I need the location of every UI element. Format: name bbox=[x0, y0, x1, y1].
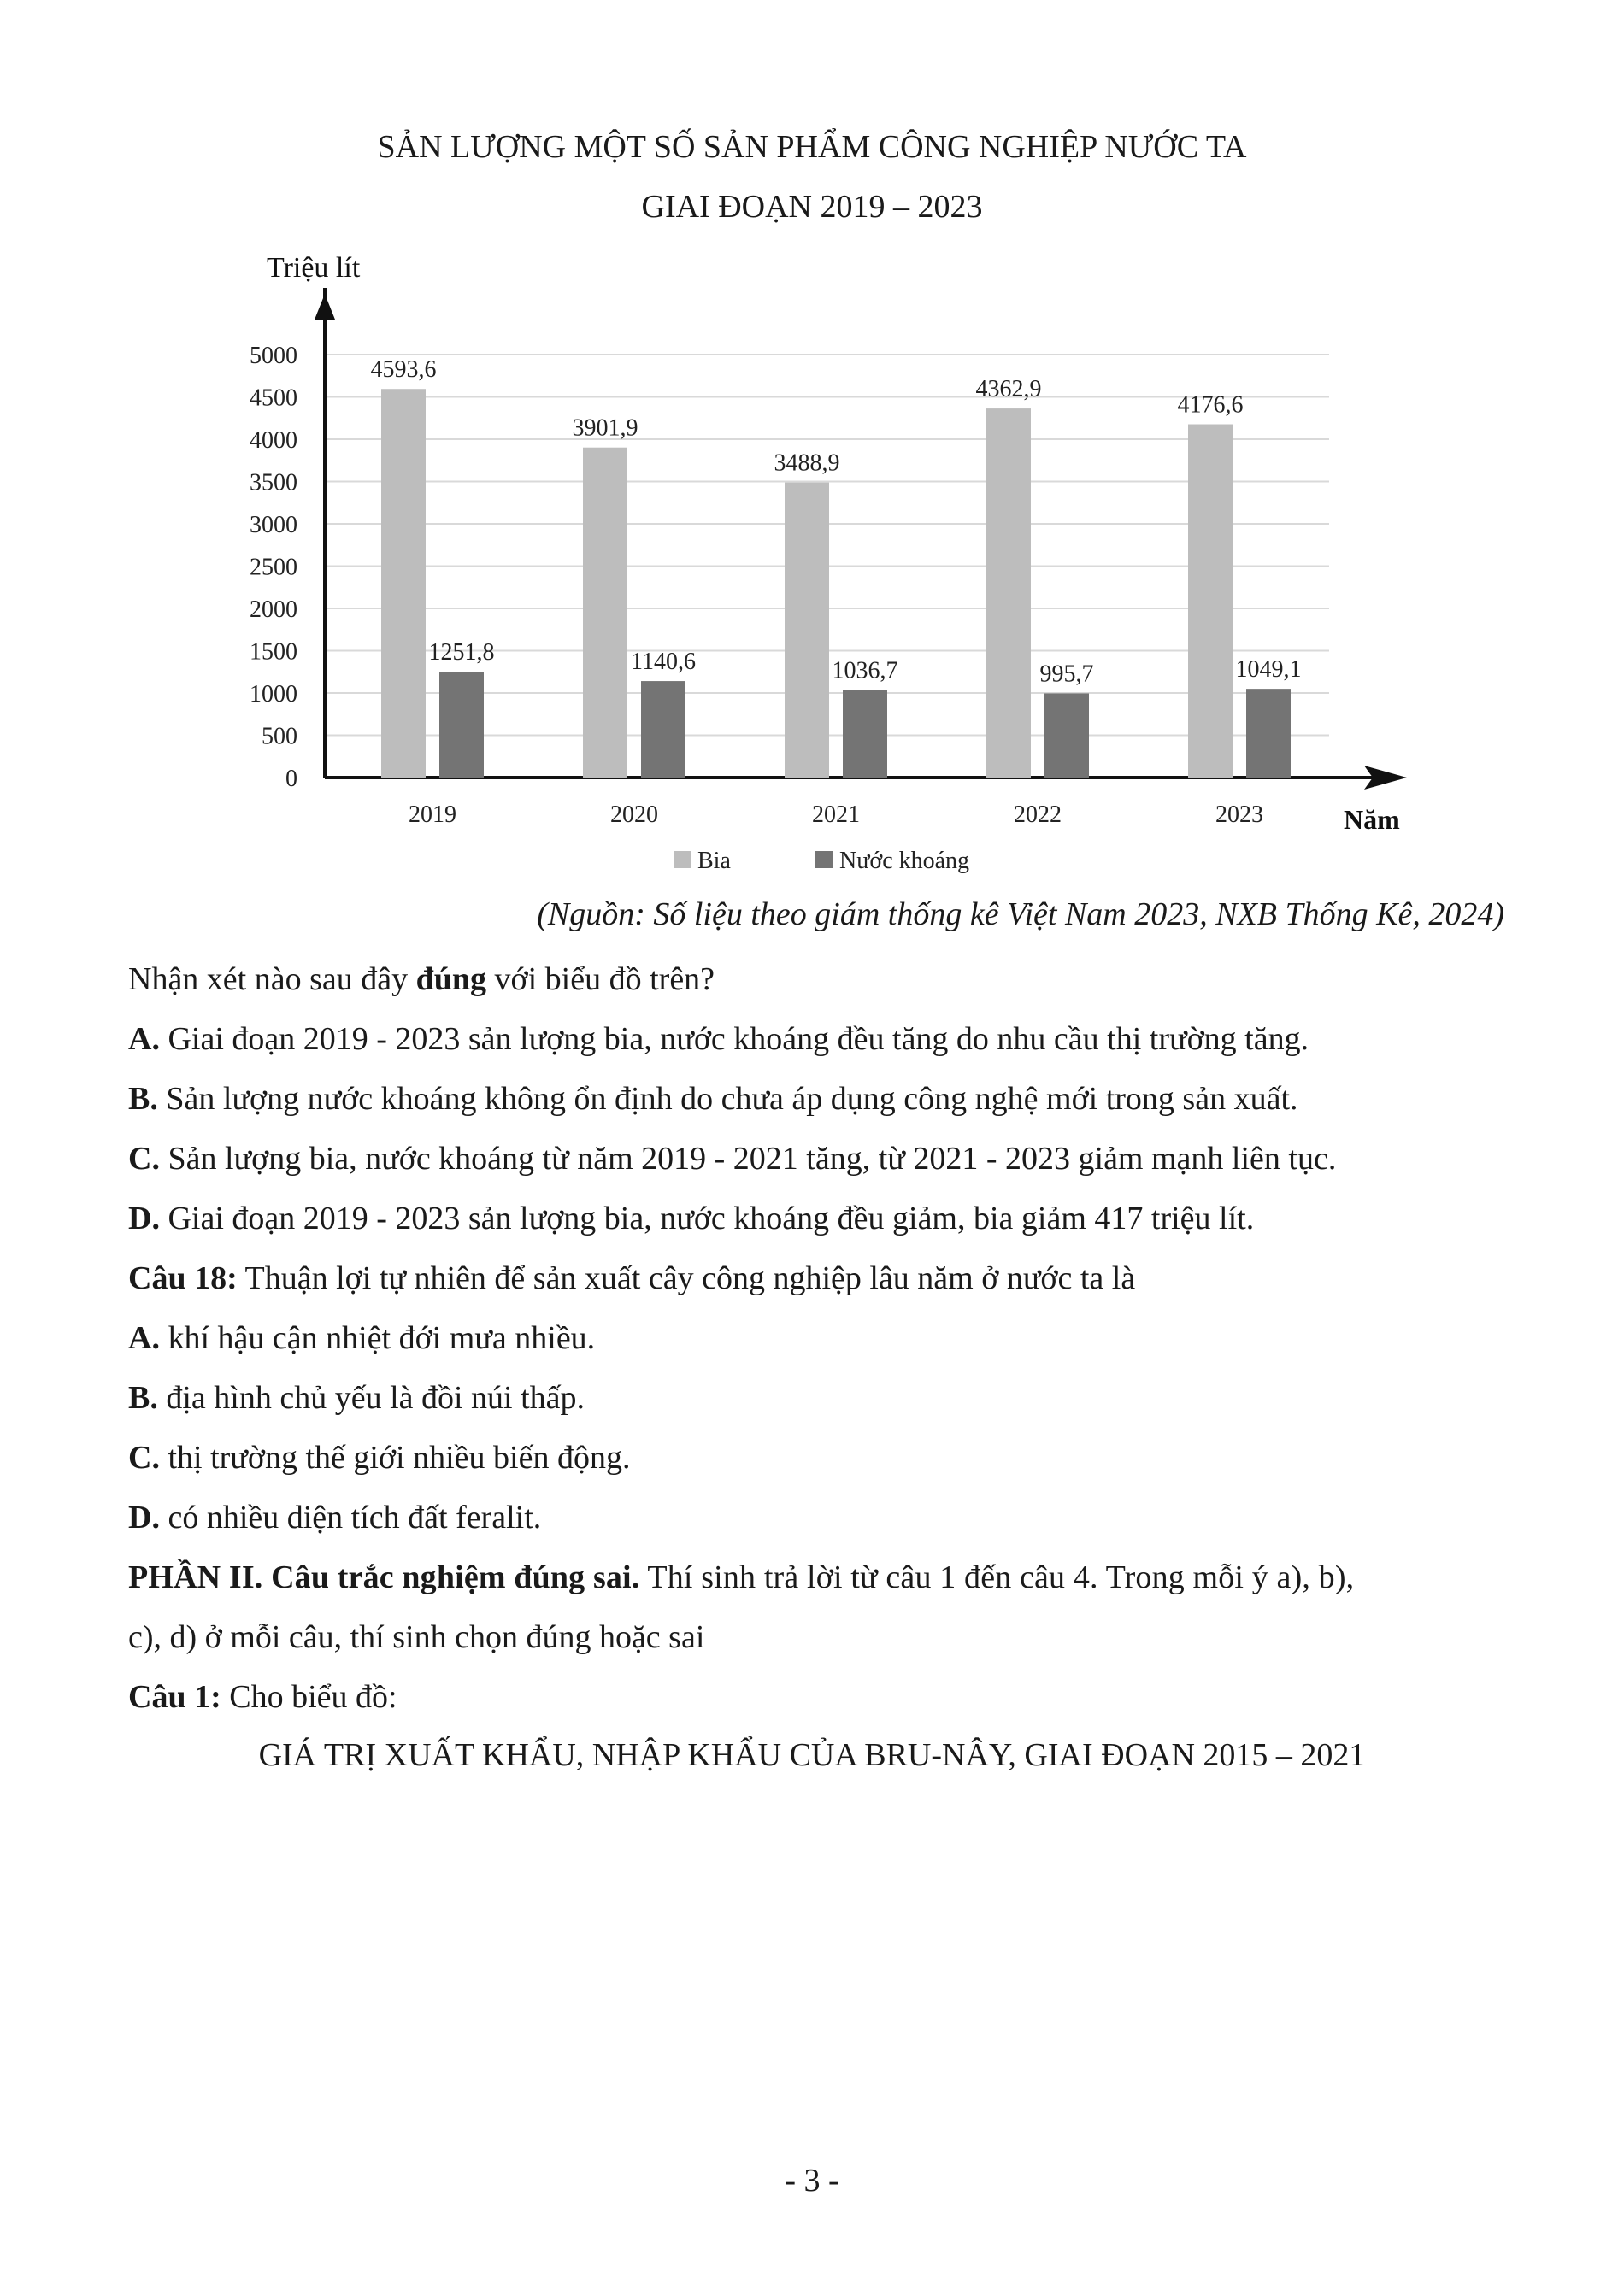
bar-bia bbox=[986, 408, 1031, 778]
option-key: C. bbox=[128, 1141, 160, 1177]
legend-label: Nước khoáng bbox=[839, 848, 970, 874]
bar-nuoc-khoang bbox=[439, 672, 484, 778]
bar-nuoc-khoang bbox=[1044, 693, 1089, 778]
data-label: 3901,9 bbox=[572, 414, 638, 442]
x-axis-label: Năm bbox=[1344, 804, 1400, 835]
x-tick-label: 2023 bbox=[1215, 802, 1263, 828]
legend-label: Bia bbox=[697, 848, 731, 874]
option-text: Sản lượng bia, nước khoáng từ năm 2019 - 2021 tăng, từ 2021 - 2023 giảm mạnh liên tục. bbox=[159, 1141, 1337, 1177]
question-intro bbox=[128, 959, 1513, 1000]
data-label: 1049,1 bbox=[1235, 656, 1302, 684]
x-tick-label: 2021 bbox=[812, 802, 860, 828]
q18-option-b bbox=[128, 1377, 1513, 1418]
bar-bia bbox=[583, 448, 627, 778]
y-tick-label: 4500 bbox=[250, 385, 297, 412]
bar-nuoc-khoang bbox=[843, 690, 887, 778]
data-label: 1140,6 bbox=[631, 649, 696, 676]
data-label: 3488,9 bbox=[774, 449, 840, 477]
q18-option-d bbox=[128, 1497, 1513, 1538]
question-intro-after: với biểu đồ trên? bbox=[486, 961, 715, 997]
source-note: (Nguồn: Số liệu theo giám thống kê Việt Nam 2023, NXB Thống Kê, 2024) bbox=[537, 896, 1504, 932]
option-text: có nhiều diện tích đất feralit. bbox=[159, 1500, 542, 1536]
option-key: B. bbox=[128, 1380, 158, 1416]
y-axis-label: Triệu lít bbox=[267, 252, 361, 284]
data-label: 4176,6 bbox=[1177, 391, 1244, 419]
option-key: A. bbox=[128, 1021, 160, 1057]
x-tick-label: 2019 bbox=[409, 802, 456, 828]
y-tick-label: 3000 bbox=[250, 512, 297, 538]
option-b bbox=[128, 1078, 1513, 1119]
question-1 bbox=[128, 1676, 1513, 1718]
question-intro-bold: đúng bbox=[415, 961, 487, 997]
option-text: Giai đoạn 2019 - 2023 sản lượng bia, nước khoáng đều tăng do nhu cầu thị trường tăng. bbox=[159, 1021, 1309, 1057]
y-axis-arrow bbox=[315, 294, 335, 320]
y-tick-label: 1500 bbox=[250, 638, 297, 666]
data-label: 4593,6 bbox=[370, 356, 437, 384]
x-tick-label: 2022 bbox=[1014, 802, 1062, 828]
y-tick-label: 4000 bbox=[250, 427, 297, 454]
chart-title-line1: SẢN LƯỢNG MỘT SỐ SẢN PHẨM CÔNG NGHIỆP NƯỚC TA bbox=[377, 129, 1247, 165]
part-2-text2: c), d) ở mỗi câu, thí sinh chọn đúng hoặc sai bbox=[128, 1619, 705, 1655]
bar-bia bbox=[785, 483, 829, 778]
q18-option-a bbox=[128, 1318, 1513, 1359]
option-key: B. bbox=[128, 1081, 158, 1117]
option-text: khí hậu cận nhiệt đới mưa nhiều. bbox=[159, 1320, 596, 1356]
option-key: D. bbox=[128, 1500, 160, 1536]
y-tick-label: 500 bbox=[262, 723, 297, 750]
x-tick-label: 2020 bbox=[610, 802, 658, 828]
y-tick-label: 1000 bbox=[250, 681, 297, 708]
question-label: Câu 1: bbox=[128, 1679, 221, 1715]
question-label: Câu 18: bbox=[128, 1260, 238, 1296]
q18-option-c bbox=[128, 1437, 1513, 1478]
bar-nuoc-khoang bbox=[1246, 689, 1291, 778]
data-label: 1036,7 bbox=[832, 657, 898, 684]
page-number: - 3 - bbox=[785, 2163, 839, 2199]
y-tick-label: 2500 bbox=[250, 554, 297, 581]
legend-swatch bbox=[674, 851, 691, 868]
option-a bbox=[128, 1019, 1513, 1060]
part-2-text1: Thí sinh trả lời từ câu 1 đến câu 4. Trong mỗi ý a), b), bbox=[639, 1559, 1355, 1595]
part-2-heading bbox=[128, 1557, 1513, 1598]
y-tick-label: 5000 bbox=[250, 343, 297, 369]
option-text: Giai đoạn 2019 - 2023 sản lượng bia, nước khoáng đều giảm, bia giảm 417 triệu lít. bbox=[159, 1201, 1255, 1236]
y-tick-label: 2000 bbox=[250, 596, 297, 623]
bar-bia bbox=[1188, 425, 1233, 778]
option-key: D. bbox=[128, 1201, 160, 1236]
chart-title-line2: GIAI ĐOẠN 2019 – 2023 bbox=[641, 189, 983, 225]
option-key: C. bbox=[128, 1440, 160, 1476]
question-intro-before: Nhận xét nào sau đây bbox=[128, 961, 416, 997]
y-tick-label: 0 bbox=[285, 766, 297, 792]
legend-swatch bbox=[815, 851, 833, 868]
data-label: 995,7 bbox=[1039, 661, 1094, 688]
question-18 bbox=[128, 1258, 1513, 1299]
data-label: 1251,8 bbox=[428, 639, 495, 666]
data-label: 4362,9 bbox=[975, 376, 1042, 403]
question-text: Cho biểu đồ: bbox=[221, 1679, 397, 1715]
next-chart-title: GIÁ TRỊ XUẤT KHẨU, NHẬP KHẨU CỦA BRU-NÂY, GIAI ĐOẠN 2015 – 2021 bbox=[258, 1737, 1366, 1773]
question-text: Thuận lợi tự nhiên để sản xuất cây công nghiệp lâu năm ở nước ta là bbox=[237, 1260, 1136, 1296]
part-2-bold: PHẦN II. Câu trắc nghiệm đúng sai. bbox=[128, 1559, 640, 1595]
bar-bia bbox=[381, 389, 426, 778]
option-d bbox=[128, 1198, 1513, 1239]
option-text: thị trường thế giới nhiều biến động. bbox=[159, 1440, 631, 1476]
y-tick-label: 3500 bbox=[250, 469, 297, 496]
bar-nuoc-khoang bbox=[641, 681, 685, 778]
option-text: địa hình chủ yếu là đồi núi thấp. bbox=[157, 1380, 585, 1416]
option-text: Sản lượng nước khoáng không ổn định do chưa áp dụng công nghệ mới trong sản xuất. bbox=[157, 1081, 1298, 1117]
option-key: A. bbox=[128, 1320, 160, 1356]
option-c bbox=[128, 1138, 1513, 1179]
bar-chart bbox=[205, 241, 1436, 890]
